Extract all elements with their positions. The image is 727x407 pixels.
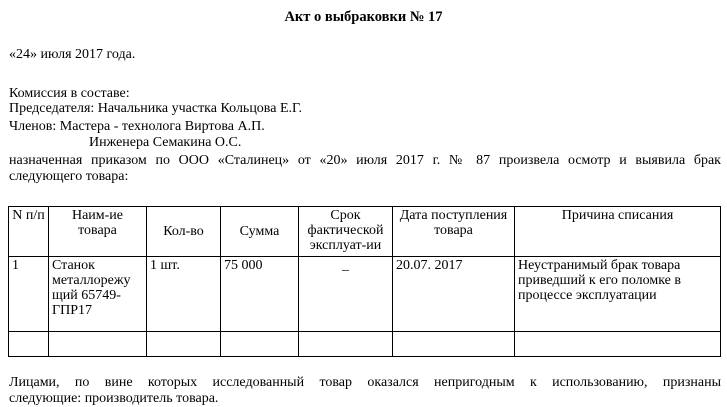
footer-text-cont: следующие: производитель товара. bbox=[9, 391, 219, 406]
header-reason: Причина списания bbox=[515, 207, 721, 257]
empty-cell bbox=[147, 332, 221, 357]
empty-cell bbox=[221, 332, 299, 357]
empty-cell bbox=[393, 332, 515, 357]
header-name: Наим-ие товара bbox=[49, 207, 147, 257]
header-num: N п/п bbox=[9, 207, 49, 257]
document-title: Акт о выбраковки № 17 bbox=[284, 9, 443, 25]
footer-text: Лицами, по вине которых исследованный товар оказался непригодным к использованию, признаны bbox=[9, 375, 721, 390]
header-date: Дата поступления товара bbox=[393, 207, 515, 257]
cell-qty: 1 шт. bbox=[147, 257, 221, 332]
cell-date: 20.07. 2017 bbox=[393, 257, 515, 332]
cell-num: 1 bbox=[9, 257, 49, 332]
defect-table bbox=[8, 206, 721, 357]
empty-cell bbox=[299, 332, 393, 357]
table-row bbox=[9, 257, 721, 332]
document-date: «24» июля 2017 года. bbox=[9, 47, 136, 62]
cell-sum: 75 000 bbox=[221, 257, 299, 332]
header-sum: Сумма bbox=[221, 207, 299, 257]
table-row-empty bbox=[9, 332, 721, 357]
appointment-text: назначенная приказом по ООО «Сталинец» от «20» июля 2017 г. № 87 произвела осмотр и выявила брак bbox=[9, 153, 721, 168]
commission-members: Членов: Мастера - технолога Виртова А.П. bbox=[9, 119, 265, 134]
header-qty: Кол-во bbox=[147, 207, 221, 257]
empty-cell bbox=[515, 332, 721, 357]
cell-term: _ bbox=[299, 257, 393, 332]
commission-chair: Председателя: Начальника участка Кольцова Е.Г. bbox=[9, 101, 303, 116]
cell-reason: Неустранимый брак товара приведший к его поломке в процессе эксплуатации bbox=[515, 257, 721, 332]
appointment-text-cont: следующего товара: bbox=[9, 169, 129, 184]
table-header-row bbox=[9, 207, 721, 257]
empty-cell bbox=[49, 332, 147, 357]
commission-member-2: Инженера Семакина О.С. bbox=[89, 135, 242, 150]
cell-name: Станок металлорежу щий 65749-ГПР17 bbox=[49, 257, 147, 332]
commission-intro: Комиссия в составе: bbox=[9, 86, 130, 101]
header-term: Срок фактической эксплуат-ии bbox=[299, 207, 393, 257]
empty-cell bbox=[9, 332, 49, 357]
